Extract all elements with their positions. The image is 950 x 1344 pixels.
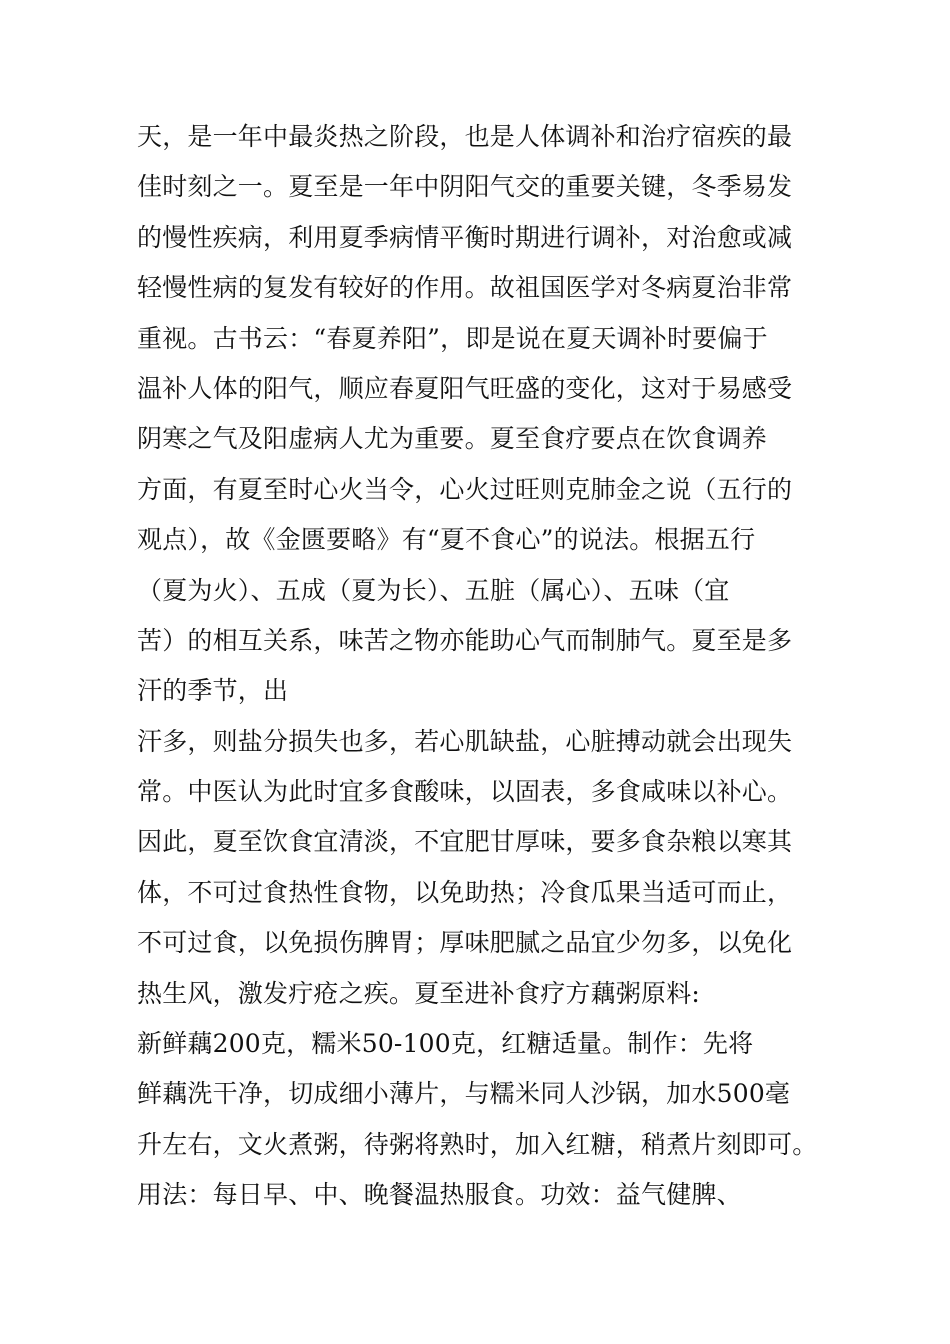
text-line: 常。中医认为此时宜多食酸味，以固表，多食咸味以补心。 — [137, 777, 793, 807]
body-text — [137, 112, 837, 1221]
text-line: 用法：每日早、中、晚餐温热服食。功效：益气健脾、 — [137, 1180, 742, 1210]
text-line: 阴寒之气及阳虚病人尤为重要。夏至食疗要点在饮食调养 — [137, 424, 768, 454]
text-line: 体，不可过食热性食物，以免助热；冷食瓜果当适可而止， — [137, 877, 793, 907]
text-line: 因此，夏至饮食宜清淡，不宜肥甘厚味，要多食杂粮以寒其 — [137, 827, 793, 857]
text-line: 佳时刻之一。夏至是一年中阴阳气交的重要关键，冬季易发 — [137, 172, 793, 202]
text-line: （夏为火）、五成（夏为长）、五脏（属心）、五味（宜 — [137, 575, 730, 605]
text-line: 不可过食，以免损伤脾胃；厚味肥腻之品宜少勿多，以免化 — [137, 928, 793, 958]
text-line: 轻慢性病的复发有较好的作用。故祖国医学对冬病夏治非常 — [137, 273, 793, 303]
text-line: 观点），故《金匮要略》有“夏不食心”的说法。根据五行 — [137, 525, 756, 555]
text-line: 升左右，文火煮粥，待粥将熟时，加入红糖，稍煮片刻即可。 — [137, 1129, 818, 1159]
text-line: 鲜藕洗干净，切成细小薄片，与糯米同人沙锅，加水500毫 — [137, 1079, 791, 1109]
text-line: 汗多，则盐分损失也多，若心肌缺盐，心脏搏动就会出现失 — [137, 726, 793, 756]
text-line: 的慢性疾病，利用夏季病情平衡时期进行调补，对治愈或减 — [137, 222, 793, 252]
text-line: 温补人体的阳气，顺应春夏阳气旺盛的变化，这对于易感受 — [137, 373, 793, 403]
text-line: 方面，有夏至时心火当令，心火过旺则克肺金之说（五行的 — [137, 474, 793, 504]
text-line: 新鲜藕200克，糯米50-100克，红糖适量。制作：先将 — [137, 1029, 754, 1059]
text-line: 热生风，激发疔疮之疾。夏至进补食疗方藕粥原料: — [137, 978, 701, 1008]
text-line: 天，是一年中最炎热之阶段，也是人体调补和治疗宿疾的最 — [137, 122, 793, 151]
text-line: 苦）的相互关系，味苦之物亦能助心气而制肺气。夏至是多 — [137, 625, 793, 655]
text-line: 汗的季节，出 — [137, 676, 289, 706]
text-line: 重视。古书云：“春夏养阳”，即是说在夏天调补时要偏于 — [137, 323, 768, 353]
